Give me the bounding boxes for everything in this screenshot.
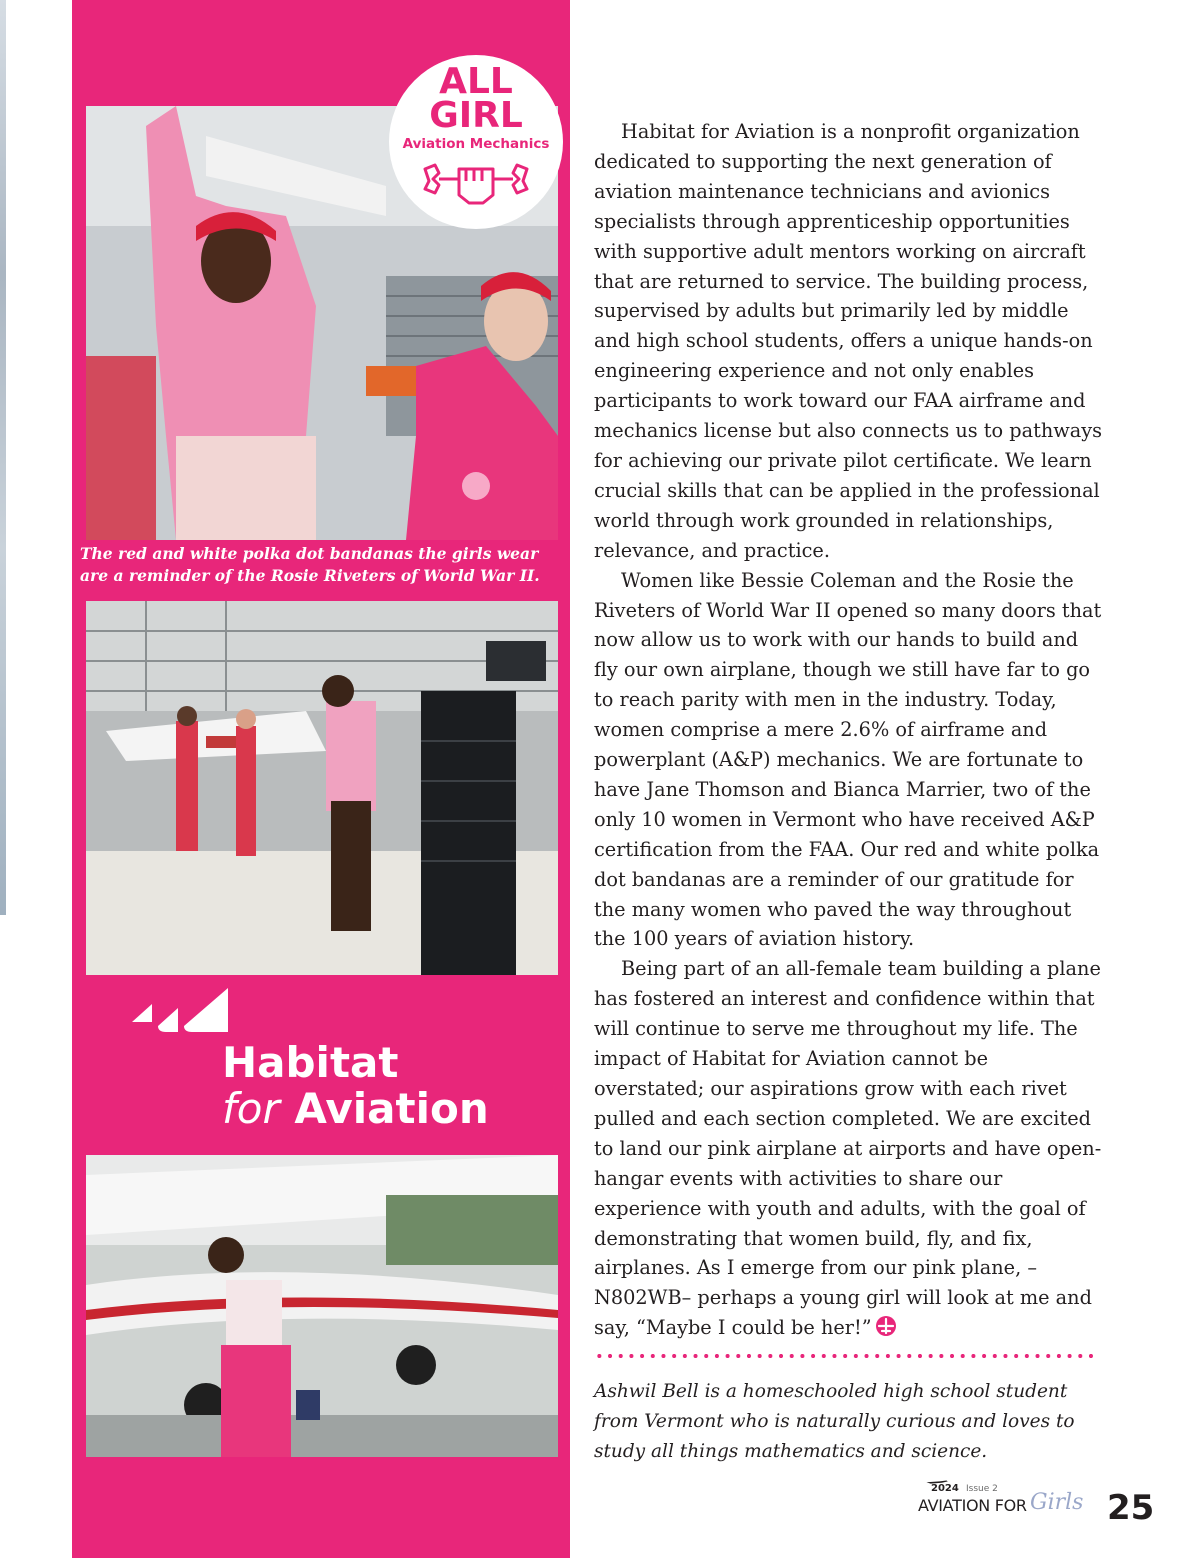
photo-hangar-toolbox xyxy=(86,601,558,975)
habitat-logo-mark-icon xyxy=(130,986,230,1034)
habitat-logo-text xyxy=(222,1040,522,1132)
adjacent-page-edge xyxy=(0,0,6,915)
airplane-end-icon xyxy=(876,1316,896,1336)
author-bio: Ashwil Bell is a homeschooled high school student from Vermont who is naturally curious and loves to study all things mathematics and science. xyxy=(594,1381,1075,1462)
badge-title-line2: GIRL xyxy=(429,95,523,136)
page-number: 25 xyxy=(1107,1488,1155,1528)
badge-subtitle: Aviation Mechanics xyxy=(402,136,550,152)
footer-magazine-script: Girls xyxy=(1030,1490,1084,1515)
footer-issue: Issue 2 xyxy=(966,1484,998,1494)
article-paragraph: Women like Bessie Coleman and the Rosie the Riveters of World War II opened so many doors that now allow us to work with our hands to build and fly our own airplane, though we still have far to go to reach parity with men in the industry. Today, women comprise a mere 2.6% of airframe and powerplant (A&P) mechanics. We are fortunate to have Jane Thomson and Bianca Marrier, two of the only 10 women in Vermont who have received A&P certification from the FAA. Our red and white polka dot bandanas are a reminder of our gratitude for the many women who paved the way throughout the 100 years of aviation history. xyxy=(594,568,1102,951)
article-paragraph: Habitat for Aviation is a nonprofit organization dedicated to supporting the next generation of aviation maintenance technicians and avionics specialists through apprenticeship opportunities with supportive adult mentors working on aircraft that are returned to service. The building process, supervised by adults but primarily led by middle and high school students, offers a unique hands-on engineering experience and not only enables participants to work toward our FAA airframe and mechanics license but also connects us to pathways for achieving our private pilot certificate. We learn crucial skills that can be applied in the professional world through work grounded in relationships, relevance, and practice. xyxy=(594,120,1103,562)
badge-title-line1: ALL xyxy=(439,61,513,102)
logo-word-habitat: Habitat xyxy=(222,1038,399,1087)
all-girl-badge xyxy=(389,55,563,229)
footer-magazine-name: AVIATION FOR xyxy=(918,1496,1027,1515)
wrench-fist-icon xyxy=(421,155,531,205)
article-paragraph xyxy=(594,954,1104,1343)
article-body xyxy=(594,117,1104,1343)
photo-caption: The red and white polka dot bandanas the girls wear are a reminder of the Rosie Riveters of World War II. xyxy=(80,544,540,585)
dotted-divider xyxy=(594,1353,1094,1359)
logo-word-for: for xyxy=(222,1084,280,1133)
logo-word-aviation: Aviation xyxy=(294,1084,489,1133)
article-paragraph-text: Being part of an all-female team building a plane has fostered an interest and confidence within that will continue to serve me throughout my life. The impact of Habitat for Aviation cannot be overstated; our aspirations grow with each rivet pulled and each section completed. We are excited to land our pink airplane at airports and have open-hangar events with activities to share our experience with youth and adults, with the goal of demonstrating that women build, fly, and fix, airplanes. As I emerge from our pink plane, –N802WB– perhaps a young girl will look at me and say, “Maybe I could be her!” xyxy=(594,957,1102,1340)
footer-year: 2024 xyxy=(931,1483,959,1494)
photo-under-airplane xyxy=(86,1155,558,1457)
